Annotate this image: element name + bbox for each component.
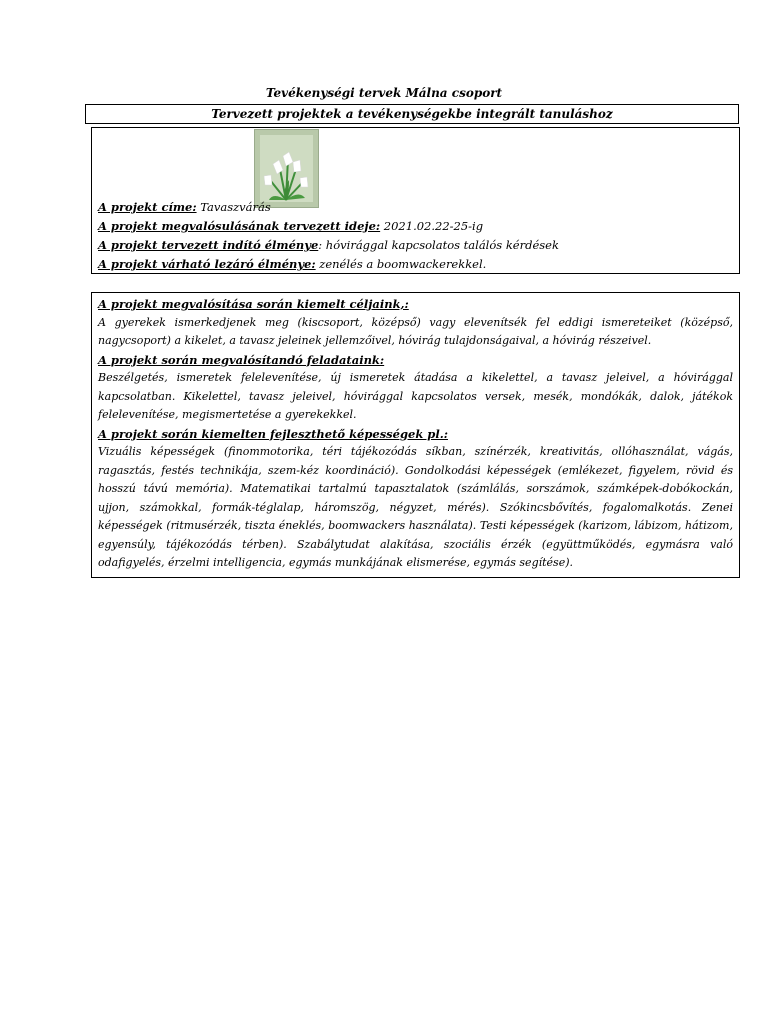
tasks-text: Beszélgetés, ismeretek felelevenítése, új ismeretek átadása a kikelettel, a tavasz jeleivel, a hóvirággal kapcsolatban. Kikelettel, tavasz jeleivel, hóvirággal kapcsolatos versek, mesék, mondókák, dalok, játékok felelevenítése, megismertetése a gyerekekkel. bbox=[98, 371, 733, 421]
project-name-value: Tavaszvárás bbox=[200, 200, 271, 214]
goals-heading: A projekt megvalósítása során kiemelt céljaink,: bbox=[98, 297, 409, 311]
project-details-box bbox=[91, 292, 740, 578]
project-date-row bbox=[98, 217, 733, 236]
project-name-row bbox=[98, 198, 733, 217]
project-start-value: : hóvirággal kapcsolatos találós kérdések bbox=[318, 238, 559, 252]
document-subtitle: Tervezett projektek a tevékenységekbe integrált tanuláshoz bbox=[85, 104, 739, 124]
project-end-label: A projekt várható lezáró élménye: bbox=[98, 257, 316, 271]
project-date-value: 2021.02.22-25-ig bbox=[383, 219, 484, 233]
project-name-label: A projekt címe: bbox=[98, 200, 197, 214]
project-end-row bbox=[98, 255, 733, 274]
project-date-label: A projekt megvalósulásának tervezett ideje: bbox=[98, 219, 381, 233]
document-title: Tevékenységi tervek Málna csoport bbox=[265, 86, 503, 100]
project-info-box bbox=[91, 127, 740, 274]
tasks-heading: A projekt során megvalósítandó feladataink: bbox=[98, 352, 385, 367]
skills-heading: A projekt során kiemelten fejleszthető képességek pl.: bbox=[98, 426, 448, 441]
snowdrop-craft-photo bbox=[254, 129, 319, 208]
project-start-label: A projekt tervezett indító élménye bbox=[98, 238, 319, 252]
project-end-value: zenélés a boomwackerekkel. bbox=[319, 257, 487, 271]
skills-text: Vizuális képességek (finommotorika, téri tájékozódás síkban, színérzék, kreativitás, ollóhasználat, vágás, ragasztás, festés technikája, szem-kéz koordináció). Gondolkodási képességek (emlékezet, figyelem, rövid és hosszú távú memória). Matematikai tartalmú tapasztalatok (számlálás, sorszámok, számképek-dobókockán, ujjon, számokkal, formák-téglalap, háromszög, négyzet, mérés). Szókincsbővítés, fogalomalkotás. Zenei képességek (ritmusérzék, tiszta éneklés, boomwackers használata). Testi képességek (karizom, lábizom, hátizom, egyensúly, tájékozódás térben). Szabálytudat alakítása, szociális érzék (együttműködés, egymásra való odafigyelés, érzelmi intelligencia, egymás munkájának elismerése, egymás segítése). bbox=[98, 445, 733, 569]
goals-text: A gyerekek ismerkedjenek meg (kiscsoport, középső) vagy elevenítsék fel eddigi ismereteiket (középső, nagycsoport) a kikelet, a tavasz jeleinek jellemzőivel, hóvirág tulajdonságaival, a hóvirág részeivel. bbox=[98, 315, 733, 347]
project-start-row bbox=[98, 236, 733, 255]
snowdrop-illustration bbox=[255, 130, 318, 207]
